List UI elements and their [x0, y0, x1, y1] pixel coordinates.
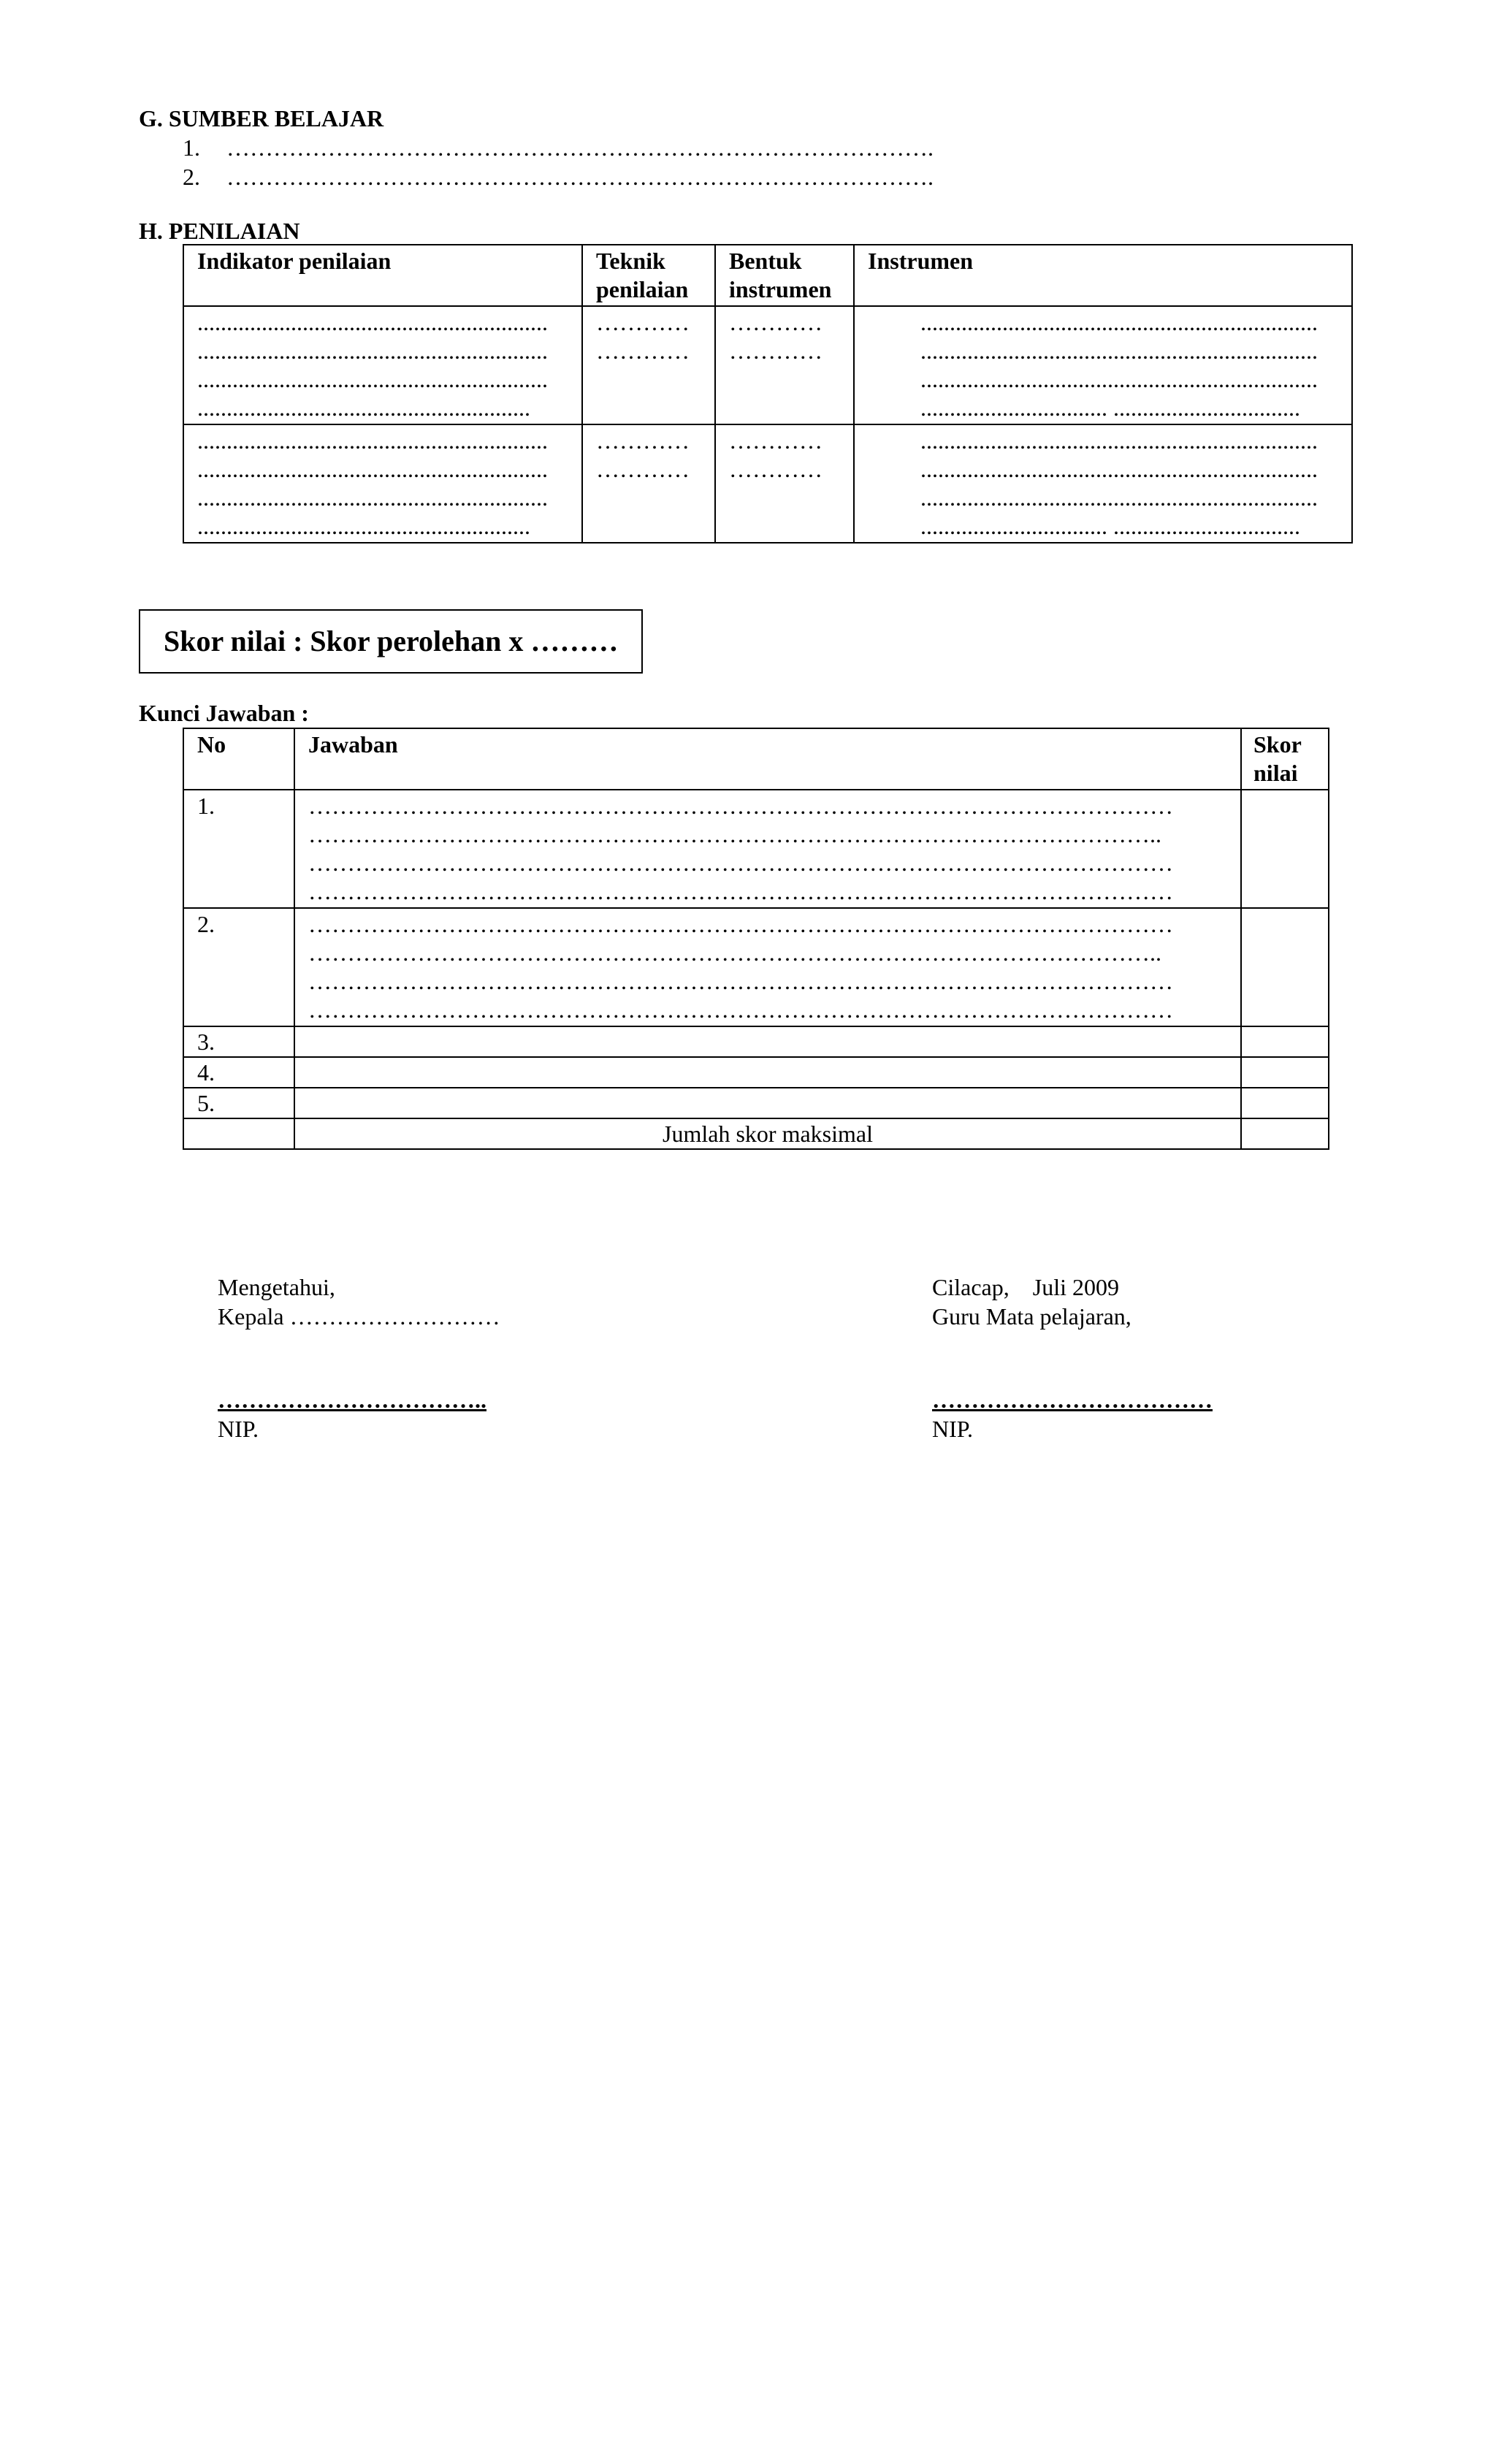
- dotted-line: ............................................................: [197, 427, 548, 454]
- dotted-line: ....................................................................: [920, 427, 1318, 454]
- dotted-line: …………………………………………………………………………………………………: [308, 850, 1173, 876]
- answer-key-table: [183, 728, 1329, 1150]
- dotted-line: ………………………………………………………………………………………………..: [308, 939, 1161, 966]
- answer-cell: [294, 908, 1241, 1026]
- answer-number: 5.: [183, 1088, 294, 1118]
- dotted-line: ....................................................................: [920, 309, 1318, 335]
- teknik-cell: [582, 424, 715, 543]
- principal-nip: NIP.: [218, 1416, 259, 1442]
- answer-number: 2.: [183, 908, 294, 1026]
- dotted-line: ............................................................: [197, 456, 548, 482]
- score-formula-box: Skor nilai : Skor perolehan x ………: [139, 609, 643, 674]
- answer-cell: [294, 1057, 1241, 1088]
- dotted-line: ................................ ................................: [920, 513, 1300, 539]
- dotted-line: …………………………………………………………………………………………………: [308, 793, 1173, 819]
- table-row: [183, 1088, 1329, 1118]
- dotted-line: …………: [729, 456, 823, 482]
- total-label: Jumlah skor maksimal: [294, 1118, 1241, 1149]
- table-row: [183, 424, 1352, 543]
- sumber-item-text: ……………………………………………………………………………….: [226, 164, 934, 190]
- sumber-item-number: 1.: [183, 134, 200, 161]
- answer-number: 4.: [183, 1057, 294, 1088]
- dotted-line: ................................ ................................: [920, 394, 1300, 421]
- header-skor: Skor nilai: [1241, 728, 1329, 790]
- sumber-item-2: [183, 162, 934, 191]
- acknowledged-label: Mengetahui,: [218, 1274, 335, 1300]
- header-indikator: Indikator penilaian: [183, 245, 582, 306]
- table-row: [183, 1026, 1329, 1057]
- table-row: [183, 1057, 1329, 1088]
- dotted-line: ............................................................: [197, 309, 548, 335]
- answer-key-heading: Kunci Jawaban :: [139, 700, 309, 726]
- principal-name-line: ……………………………..: [218, 1387, 486, 1413]
- dotted-line: …………: [729, 427, 823, 454]
- place-date-label: Cilacap, Juli 2009: [932, 1274, 1119, 1300]
- header-bentuk: Bentuk instrumen: [715, 245, 854, 306]
- instrumen-cell: [854, 306, 1352, 424]
- score-cell: [1241, 1026, 1329, 1057]
- dotted-line: …………: [596, 309, 690, 335]
- dotted-line: …………: [729, 337, 823, 364]
- total-score-cell: [1241, 1118, 1329, 1149]
- dotted-line: ............................................................: [197, 366, 548, 392]
- header-teknik: Teknik penilaian: [582, 245, 715, 306]
- teacher-nip: NIP.: [932, 1416, 974, 1442]
- dotted-line: …………: [596, 337, 690, 364]
- header-jawaban: Jawaban: [294, 728, 1241, 790]
- sumber-item-text: ……………………………………………………………………………….: [226, 134, 934, 161]
- penilaian-table: [183, 244, 1353, 543]
- total-row: [183, 1118, 1329, 1149]
- header-no: No: [183, 728, 294, 790]
- score-cell: [1241, 1088, 1329, 1118]
- dotted-line: ………………………………………………………………………………………………..: [308, 821, 1161, 847]
- dotted-line: …………………………………………………………………………………………………: [308, 911, 1173, 937]
- header-instrumen: Instrumen: [854, 245, 1352, 306]
- principal-label: Kepala ………………………: [218, 1303, 500, 1330]
- table-row: [183, 908, 1329, 1026]
- answer-number: 1.: [183, 790, 294, 908]
- teacher-name-line: ………………………………: [932, 1387, 1213, 1413]
- answer-cell: [294, 790, 1241, 908]
- dotted-line: ............................................................: [197, 337, 548, 364]
- answer-cell: [294, 1026, 1241, 1057]
- dotted-line: …………………………………………………………………………………………………: [308, 968, 1173, 994]
- dotted-line: .........................................................: [197, 394, 530, 421]
- sumber-item-number: 2.: [183, 164, 200, 190]
- dotted-line: …………………………………………………………………………………………………: [308, 878, 1173, 904]
- indikator-cell: [183, 306, 582, 424]
- dotted-line: ............................................................: [197, 484, 548, 511]
- penilaian-header-row: [183, 245, 1352, 306]
- score-cell: [1241, 1057, 1329, 1088]
- indikator-cell: [183, 424, 582, 543]
- dotted-line: ....................................................................: [920, 366, 1318, 392]
- score-cell: [1241, 790, 1329, 908]
- table-row: [183, 306, 1352, 424]
- teacher-label: Guru Mata pelajaran,: [932, 1303, 1131, 1330]
- dotted-line: …………: [596, 427, 690, 454]
- answer-header-row: [183, 728, 1329, 790]
- dotted-line: .........................................................: [197, 513, 530, 539]
- dotted-line: ....................................................................: [920, 337, 1318, 364]
- dotted-line: ....................................................................: [920, 456, 1318, 482]
- teknik-cell: [582, 306, 715, 424]
- bentuk-cell: [715, 424, 854, 543]
- sumber-item-1: [183, 133, 934, 162]
- signature-left: [218, 1273, 500, 1443]
- dotted-line: …………: [729, 309, 823, 335]
- section-h-heading: H. PENILAIAN: [139, 218, 300, 244]
- dotted-line: …………: [596, 456, 690, 482]
- total-empty-cell: [183, 1118, 294, 1149]
- section-g-heading: G. SUMBER BELAJAR: [139, 105, 384, 131]
- answer-number: 3.: [183, 1026, 294, 1057]
- instrumen-cell: [854, 424, 1352, 543]
- bentuk-cell: [715, 306, 854, 424]
- dotted-line: …………………………………………………………………………………………………: [308, 996, 1173, 1023]
- table-row: [183, 790, 1329, 908]
- signature-right: [932, 1273, 1213, 1443]
- dotted-line: ....................................................................: [920, 484, 1318, 511]
- answer-cell: [294, 1088, 1241, 1118]
- score-cell: [1241, 908, 1329, 1026]
